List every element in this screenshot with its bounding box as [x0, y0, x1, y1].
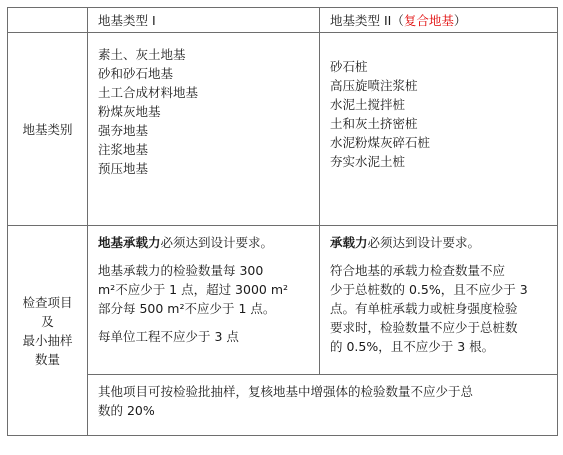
inspection-row [8, 226, 558, 375]
type2-inspection-cell [320, 226, 558, 375]
other-items-cell [88, 375, 558, 436]
header-type1-label: 地基类型 I [98, 13, 156, 28]
composite-foundation-highlight: 复合地基 [403, 13, 454, 28]
type1-list-cell [88, 33, 320, 226]
type1-inspection-cell [88, 226, 320, 375]
type2-sampling-rule: 符合地基的承载力检查数量不应 少于总桩数的 0.5%，且不应少于 3 点。有单桩承载力或桩身强度检验 要求时，检验数量不应少于总桩数 的 0.5%，且不应少于 3 根。 [330, 263, 528, 354]
header-type2-label: 地基类型 II（复合地基） [330, 13, 467, 28]
type1-list [88, 33, 319, 178]
list-item: 水泥粉煤灰碎石桩 [330, 135, 431, 150]
list-item: 高压旋喷注浆桩 [330, 78, 418, 93]
header-type1-cell [88, 8, 320, 33]
header-row [8, 8, 558, 33]
header-type2-cell [320, 8, 558, 33]
list-item: 土工合成材料地基 [98, 85, 199, 100]
list-item: 素土、灰土地基 [98, 47, 186, 62]
foundation-types-row [8, 33, 558, 226]
type2-list-cell [320, 33, 558, 226]
list-item: 夯实水泥土桩 [330, 154, 406, 169]
list-item: 注浆地基 [98, 142, 149, 157]
list-item: 水泥土搅拌桩 [330, 97, 406, 112]
list-item: 预压地基 [98, 161, 149, 176]
type2-list [320, 33, 557, 171]
header-corner-cell [8, 8, 88, 33]
foundation-types-label: 地基类别 [8, 33, 88, 226]
inspection-label: 检查项目 及 最小抽样 数量 [8, 226, 88, 436]
other-items-text: 其他项目可按检验批抽样，复核地基中增强体的检验数量不应少于总 数的 20% [98, 384, 474, 418]
list-item: 土和灰土挤密桩 [330, 116, 418, 131]
foundation-inspection-table [7, 7, 558, 436]
other-items-row [8, 375, 558, 436]
list-item: 粉煤灰地基 [98, 104, 161, 119]
type1-sampling-rule: 地基承载力的检验数量每 300 m²不应少于 1 点，超过 3000 m² 部分每 500 m²不应少于 1 点。 [98, 263, 289, 316]
list-item: 强夯地基 [98, 123, 149, 138]
list-item: 砂石桩 [330, 59, 368, 74]
list-item: 砂和砂石地基 [98, 66, 174, 81]
type1-bearing-requirement: 地基承载力必须达到设计要求。 [98, 235, 274, 250]
type2-bearing-requirement: 承载力必须达到设计要求。 [330, 235, 481, 250]
type1-min-points: 每单位工程不应少于 3 点 [98, 329, 239, 344]
